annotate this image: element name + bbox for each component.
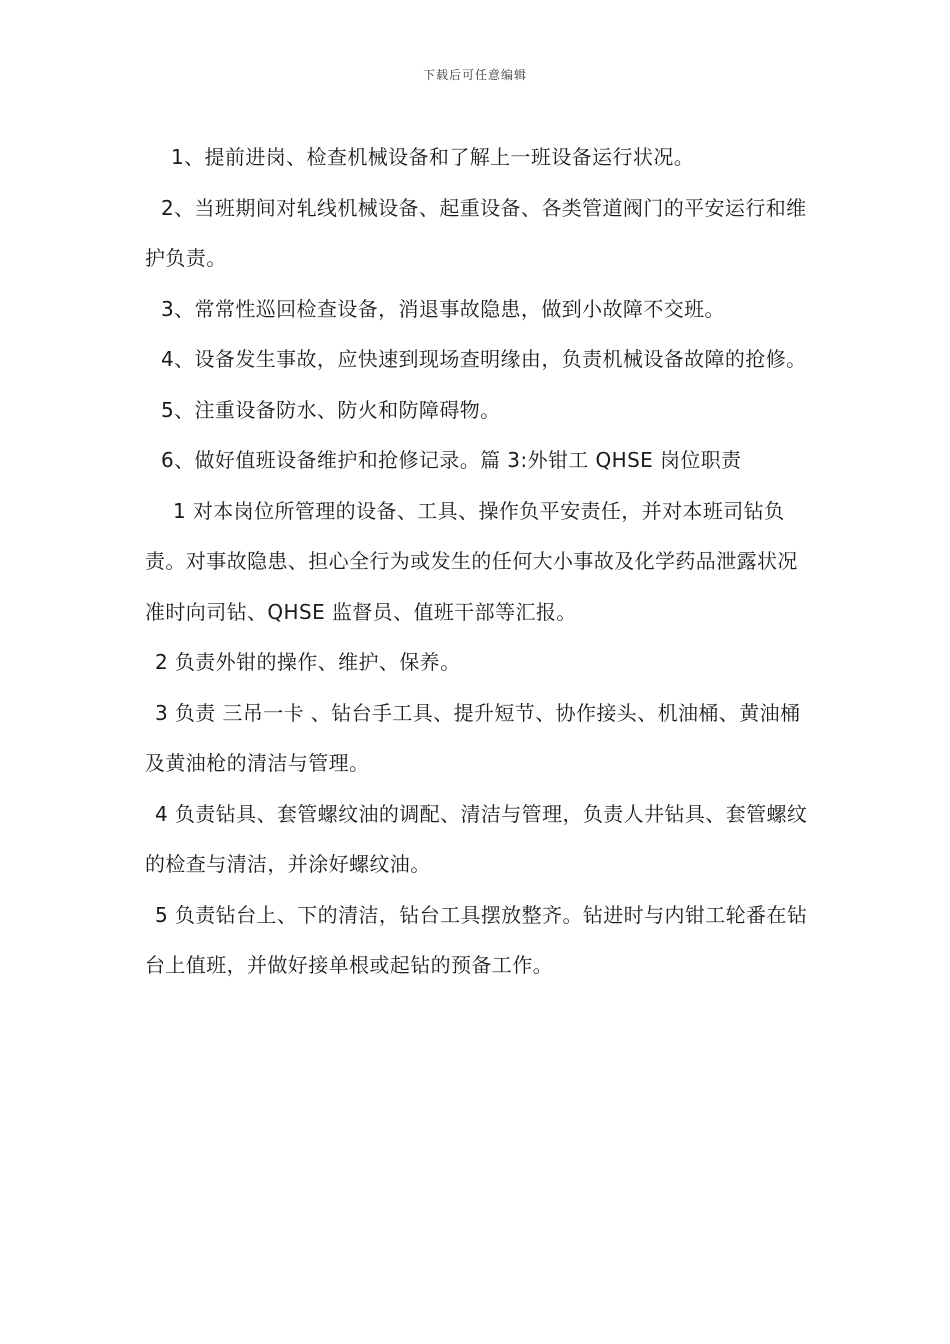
paragraph-10: 4 负责钻具、套管螺纹油的调配、清洁与管理，负责人井钻具、套管螺纹的检查与清洁，并涂好螺纹油。 — [145, 801, 808, 876]
document-body — [145, 132, 815, 991]
page-header: 下载后可任意编辑 — [422, 68, 527, 82]
paragraph-8: 2 负责外钳的操作、维护、保养。 — [155, 650, 461, 674]
paragraph-3: 3、常常性巡回检查设备，消退事故隐患，做到小故障不交班。 — [161, 296, 725, 321]
paragraph-6: 6、做好值班设备维护和抢修记录。篇 3:外钳工 QHSE 岗位职责 — [161, 448, 742, 472]
paragraph-11: 5 负责钻台上、下的清洁，钻台工具摆放整齐。钻进时与内钳工轮番在钻台上值班，并做好接单根或起钻的预备工作。 — [145, 902, 808, 977]
paragraph-4: 4、设备发生事故，应快速到现场查明缘由，负责机械设备故障的抢修。 — [161, 347, 807, 371]
paragraph-1: 1、提前进岗、检查机械设备和了解上一班设备运行状况。 — [171, 145, 695, 169]
paragraph-7: 1 对本岗位所管理的设备、工具、操作负平安责任，并对本班司钻负责。对事故隐患、担心全行为或发生的任何大小事故及化学药品泄露状况准时向司钻、QHSE 监督员、值班干部等汇报。 — [145, 498, 798, 624]
paragraph-2: 2、当班期间对轧线机械设备、起重设备、各类管道阀门的平安运行和维护负责。 — [145, 195, 807, 270]
paragraph-9: 3 负责 三吊一卡 、钻台手工具、提升短节、协作接头、机油桶、黄油桶及黄油枪的清洁与管理。 — [145, 700, 801, 775]
paragraph-5: 5、注重设备防水、防火和防障碍物。 — [161, 397, 501, 422]
